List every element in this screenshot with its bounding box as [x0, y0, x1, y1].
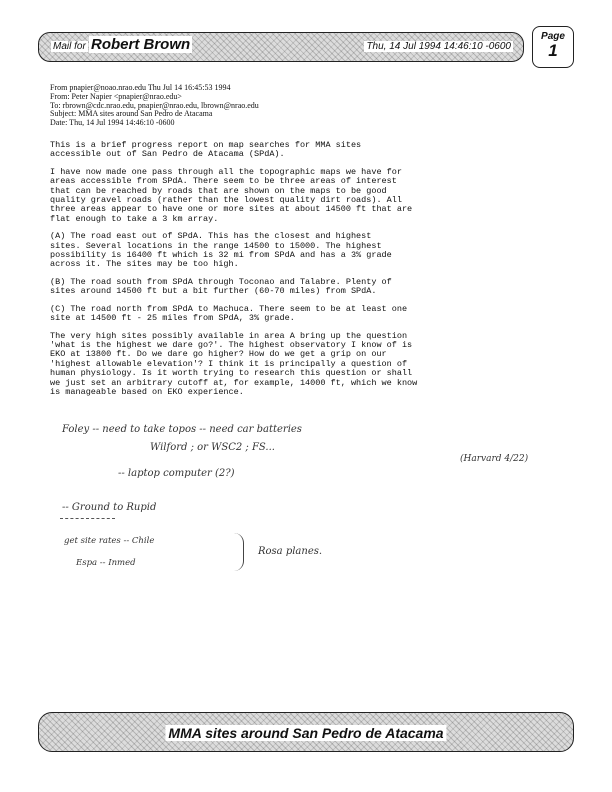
page-label: Page — [541, 31, 565, 42]
page-indicator — [532, 26, 574, 68]
recipient-name: Robert Brown — [91, 36, 191, 53]
mail-for-label: Mail for — [53, 41, 86, 52]
email-header-to: To: rbrown@cdc.nrao.edu, pnapier@nrao.edu, lbrown@nrao.edu — [50, 100, 259, 110]
email-header-from-line: From pnapier@noao.nrao.edu Thu Jul 14 16:45:53 1994 — [50, 83, 231, 92]
body-paragraph-question: The very high sites possibly available in area A bring up the question 'what is the highest we dare go?'. The highest observatory I know of is EKO at 13800 ft. Do we dare go higher? How do we get a grip on our 'highest allowable elevation'? I think it is principally a question of human physiology. Is it worth trying to research this question or shall we just set an arbitrary cutoff at, for example, 14000 ft, which we know is manageable based on EKO experience. — [50, 330, 418, 397]
email-headers — [50, 84, 530, 128]
handwritten-note-6: get site rates -- Chile — [64, 536, 155, 546]
handwritten-note-1: Foley -- need to take topos -- need car batteries — [62, 424, 302, 435]
body-paragraph-summary: I have now made one pass through all the topographic maps we have for areas accessible from SPdA. There seem to be three areas of interest that can be reached by roads that are shown on the maps to be good quality gravel roads (rather than the lowest quality dirt roads). All three areas appear to have one or more sites at about 14500 ft that are flat enough to take a 3 km array. — [50, 166, 413, 224]
handwritten-note-7: Espa -- Inmed — [76, 558, 136, 568]
email-header-subject: Subject: MMA sites around San Pedro de Atacama — [50, 109, 213, 119]
page-number: 1 — [548, 41, 558, 60]
body-paragraph-area-b: (B) The road south from SPdA through Toconao and Talabre. Plenty of sites around 14500 ft but a bit further (60-70 miles) from SPdA. — [50, 276, 392, 297]
handwritten-note-3: (Harvard 4/22) — [460, 454, 529, 464]
handwritten-note-2: Wilford ; or WSC2 ; FS... — [150, 442, 275, 453]
email-header-from: From: Peter Napier <pnapier@nrao.edu> — [50, 91, 182, 101]
body-paragraph-intro: This is a brief progress report on map searches for MMA sites accessible out of San Pedro de Atacama (SPdA). — [50, 140, 362, 160]
handwritten-note-4: -- laptop computer (2?) — [118, 468, 235, 479]
body-paragraph-area-c: (C) The road north from SPdA to Machuca. There seem to be at least one site at 14500 ft - 25 miles from SPdA, 3% grade. — [50, 303, 408, 324]
handwritten-note-8: Rosa planes. — [258, 546, 323, 557]
handwritten-note-5: -- Ground to Rupid — [62, 502, 157, 513]
body-paragraph-area-a: (A) The road east out of SPdA. This has the closest and highest sites. Several locations in the range 14500 to 15000. The highest possibility is 16400 ft which is 32 mi from SPdA and has a 3% grade across it. The sites may be too high. — [50, 231, 392, 270]
handwritten-brace — [233, 533, 244, 571]
email-body — [50, 141, 570, 405]
footer-subject-title: MMA sites around San Pedro de Atacama — [165, 725, 446, 741]
email-header-date: Date: Thu, 14 Jul 1994 14:46:10 -0600 — [50, 118, 175, 128]
footer-banner — [38, 712, 574, 752]
header-date: Thu, 14 Jul 1994 14:46:10 -0600 — [366, 41, 511, 52]
handwritten-rule — [60, 518, 115, 519]
mail-header-banner — [38, 32, 524, 62]
